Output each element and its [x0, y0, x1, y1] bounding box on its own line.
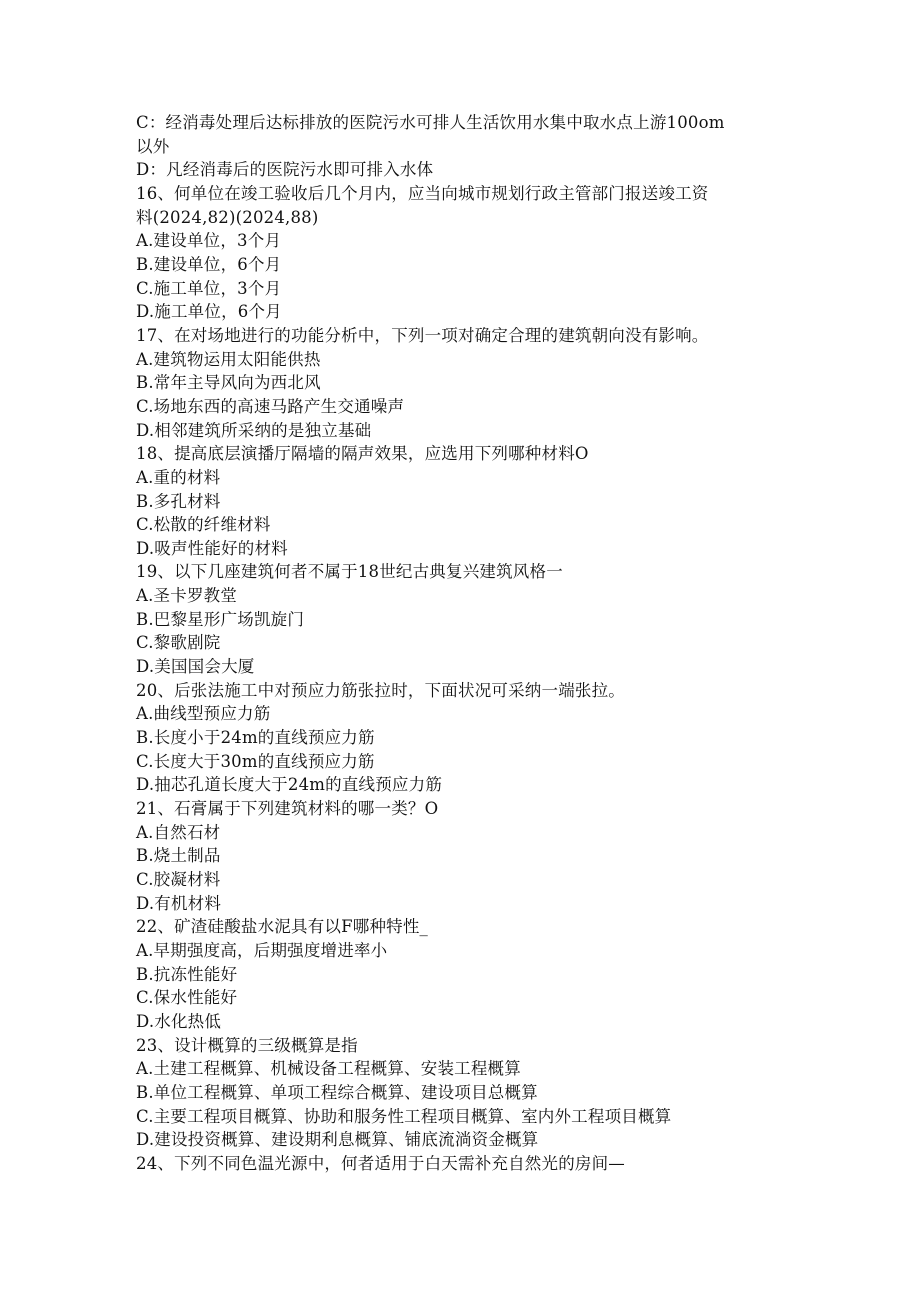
- text-line: 22、矿渣硅酸盐水泥具有以F哪种特性_: [136, 917, 428, 937]
- text-line: C.长度大于30m的直线预应力筋: [136, 751, 375, 771]
- text-line: B.单位工程概算、单项工程综合概算、建设项目总概算: [136, 1082, 538, 1102]
- text-line: D：凡经消毒后的医院污水即可排入水体: [136, 160, 434, 180]
- text-line: C.黎歌剧院: [136, 633, 221, 653]
- text-line: 21、石膏属于下列建筑材料的哪一类？O: [136, 799, 439, 819]
- text-line: A.圣卡罗教堂: [136, 586, 238, 606]
- text-line: C.松散的纤维材料: [136, 515, 271, 535]
- text-line: D.吸声性能好的材料: [136, 538, 288, 558]
- text-line: B.长度小于24m的直线预应力筋: [136, 728, 375, 748]
- text-line: 17、在对场地进行的功能分析中，下列一项对确定合理的建筑朝向没有影响。: [136, 325, 709, 345]
- text-line: C.保水性能好: [136, 988, 238, 1008]
- text-line: B.烧土制品: [136, 846, 221, 866]
- text-line: B.抗冻性能好: [136, 964, 238, 984]
- text-line: A.重的材料: [136, 467, 221, 487]
- text-line: A.早期强度高，后期强度增进率小: [136, 940, 388, 960]
- text-line: 20、后张法施工中对预应力筋张拉时，下面状况可采纳一端张拉。: [136, 680, 625, 700]
- text-line: 18、提高底层演播厅隔墙的隔声效果，应选用下列哪种材料O: [136, 444, 589, 464]
- text-line: B.常年主导风向为西北风: [136, 373, 321, 393]
- text-line: B.巴黎星形广场凯旋门: [136, 609, 305, 629]
- text-line: D.抽芯孔道长度大于24m的直线预应力筋: [136, 775, 443, 795]
- text-line: 料(2024,82)(2024,88): [136, 207, 319, 227]
- text-line: 以外: [136, 136, 170, 156]
- text-line: C.场地东西的高速马路产生交通噪声: [136, 396, 405, 416]
- text-line: B.建设单位，6个月: [136, 254, 282, 274]
- text-line: D.建设投资概算、建设期利息概算、铺底流淌资金概算: [136, 1130, 539, 1150]
- text-line: A.自然石材: [136, 822, 221, 842]
- text-line: C.胶凝材料: [136, 870, 221, 889]
- text-line: 16、何单位在竣工验收后几个月内，应当向城市规划行政主管部门报送竣工资: [136, 183, 709, 203]
- text-line: C.主要工程项目概算、协助和服务性工程项目概算、室内外工程项目概算: [136, 1106, 672, 1126]
- text-line: 19、以下几座建筑何者不属于18世纪古典复兴建筑风格一: [136, 562, 563, 582]
- text-line: D.施工单位，6个月: [136, 302, 282, 322]
- text-line: A.土建工程概算、机械设备工程概算、安装工程概算: [136, 1059, 521, 1079]
- text-line: A.建筑物运用太阳能供热: [136, 349, 321, 369]
- text-line: D.有机材料: [136, 893, 222, 913]
- text-line: D.水化热低: [136, 1011, 222, 1031]
- text-line: D.相邻建筑所采纳的是独立基础: [136, 420, 372, 440]
- text-line: 24、下列不同色温光源中，何者适用于白天需补充自然光的房间—: [136, 1153, 625, 1173]
- text-line: A.建设单位，3个月: [136, 231, 282, 251]
- text-line: D.美国国会大厦: [136, 657, 255, 677]
- text-line: A.曲线型预应力筋: [136, 704, 271, 724]
- text-line: 23、设计概算的三级概算是指: [136, 1035, 358, 1055]
- text-line: B.多孔材料: [136, 491, 221, 511]
- text-line: C：经消毒处理后达标排放的医院污水可排人生活饮用水集中取水点上游100om: [136, 113, 725, 132]
- text-line: C.施工单位，3个月: [136, 278, 282, 298]
- document-page: [136, 111, 796, 1176]
